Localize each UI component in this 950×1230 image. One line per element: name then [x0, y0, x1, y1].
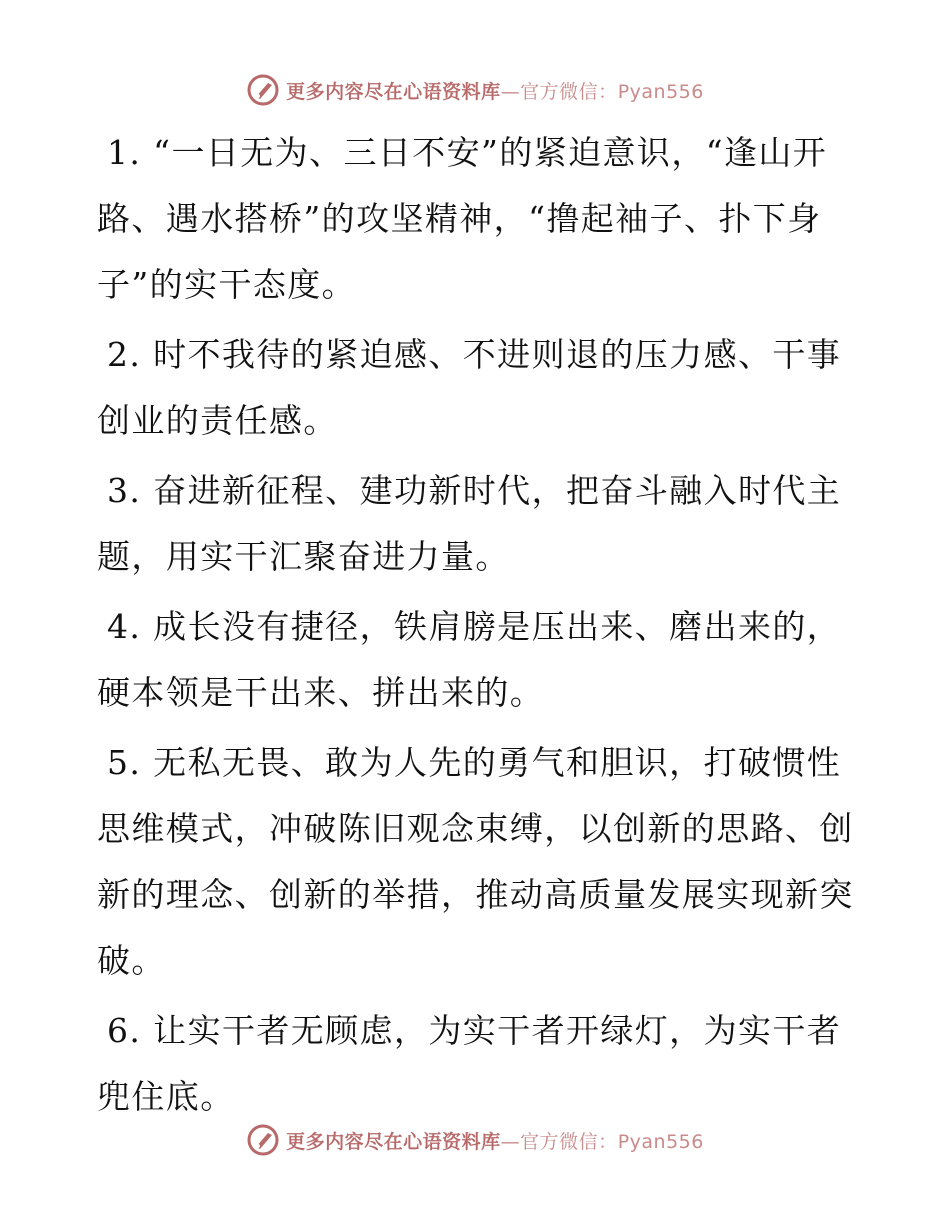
- footer-banner: [0, 1120, 950, 1160]
- list-item-6: 6. 让实干者无顾虑，为实干者开绿灯，为实干者兜住底。: [97, 1011, 842, 1116]
- footer-banner-wechat: Pyan556: [617, 1130, 704, 1153]
- header-banner: [0, 70, 950, 110]
- list-item-2: 2. 时不我待的紧迫感、不进则退的压力感、干事创业的责任感。: [97, 335, 842, 440]
- pen-nib-logo-icon: [246, 73, 280, 107]
- footer-banner-dash: —: [500, 1130, 521, 1153]
- footer-banner-inner: [246, 1123, 704, 1157]
- header-banner-wechat: Pyan556: [617, 80, 704, 103]
- header-banner-official: 官方微信：: [520, 80, 618, 103]
- header-banner-lead: 更多内容尽在心语资料库: [286, 80, 501, 103]
- header-banner-dash: —: [500, 80, 521, 103]
- pen-nib-logo-icon: [246, 1123, 280, 1157]
- document-body: [97, 120, 857, 1134]
- list-item-3: 3. 奋进新征程、建功新时代，把奋斗融入时代主题，用实干汇聚奋进力量。: [97, 471, 842, 576]
- list-item-4: 4. 成长没有捷径，铁肩膀是压出来、磨出来的，硬本领是干出来、拼出来的。: [97, 607, 842, 712]
- footer-banner-official: 官方微信：: [520, 1130, 618, 1153]
- footer-banner-text: [286, 1127, 704, 1154]
- header-banner-text: [286, 77, 704, 104]
- list-item-5: 5. 无私无畏、敢为人先的勇气和胆识，打破惯性思维模式，冲破陈旧观念束缚，以创新的思路、创新的理念、创新的举措，推动高质量发展实现新突破。: [97, 743, 854, 980]
- footer-banner-lead: 更多内容尽在心语资料库: [286, 1130, 501, 1153]
- header-banner-inner: [246, 73, 704, 107]
- list-item-1: 1. “一日无为、三日不安”的紧迫意识，“逢山开路、遇水搭桥”的攻坚精神，“撸起袖子、扑下身子”的实干态度。: [97, 133, 828, 304]
